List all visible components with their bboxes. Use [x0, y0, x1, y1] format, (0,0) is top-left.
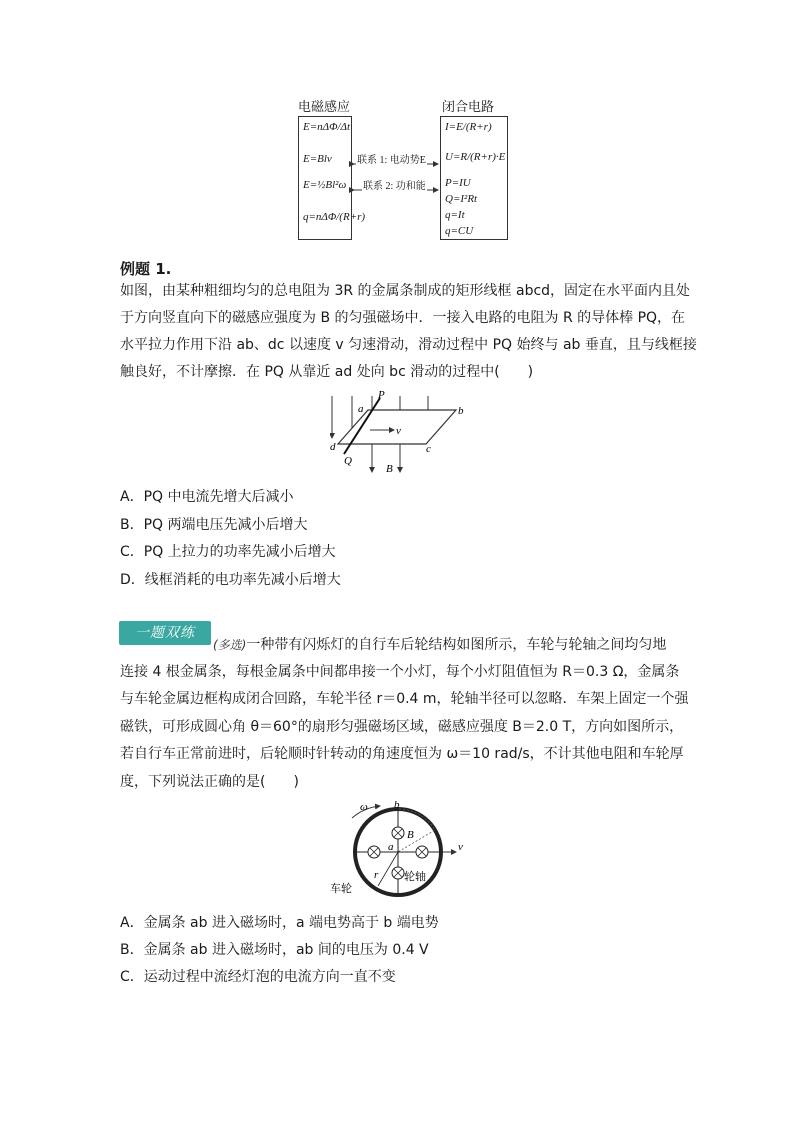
- label-p: P: [378, 389, 385, 401]
- label-wheel: 车轮: [330, 882, 352, 895]
- right-title: 闭合电路: [442, 99, 495, 114]
- label-axle: 轮轴: [404, 870, 426, 883]
- example-option-d: D．线框消耗的电功率先减小后增大: [120, 572, 341, 588]
- bicycle-wheel-figure: [330, 800, 470, 900]
- practice-badge-text: 一题双练: [135, 625, 195, 641]
- link-energy-label: 联系 2: 功和能: [362, 177, 427, 192]
- practice-option-a: A．金属条 ab 进入磁场时，a 端电势高于 b 端电势: [120, 915, 439, 931]
- formula-emf-flux: E=nΔΦ/Δt: [303, 121, 351, 133]
- formula-heat: Q=I²Rt: [445, 193, 478, 205]
- practice-badge: [119, 621, 211, 645]
- formula-emf-blv: E=Blv: [303, 153, 332, 165]
- example-line-2: 于方向竖直向下的磁感应强度为 B 的匀强磁场中．一接入电路的电阻为 R 的导体棒 PQ，在: [120, 310, 686, 326]
- label-q: Q: [344, 455, 352, 467]
- example-option-b: B．PQ 两端电压先减小后增大: [120, 517, 308, 533]
- label-a: a: [388, 841, 394, 853]
- practice-option-c: C．运动过程中流经灯泡的电流方向一直不变: [120, 969, 396, 985]
- label-v: v: [396, 425, 401, 437]
- practice-line-2: 连接 4 根金属条，每根金属条中间都串接一个小灯，每个小灯阻值恒为 R＝0.3 Ω，金属条: [120, 664, 680, 680]
- formula-charge-cu: q=CU: [445, 225, 474, 237]
- label-b: b: [394, 800, 400, 811]
- practice-line-5: 若自行车正常前进时，后轮顺时针转动的角速度恒为 ω＝10 rad/s，不计其他电阻和车轮厚: [120, 746, 684, 762]
- concept-map: [296, 96, 510, 242]
- label-b: b: [458, 405, 464, 417]
- label-d: d: [330, 441, 336, 453]
- example-line-3: 水平拉力作用下沿 ab、dc 以速度 v 匀速滑动，滑动过程中 PQ 始终与 ab 垂直，且与线框接: [120, 337, 697, 353]
- formula-power: P=IU: [445, 177, 471, 189]
- formula-charge-it: q=It: [445, 209, 465, 221]
- practice-line-3: 与车轮金属边框构成闭合回路，车轮半径 r＝0.4 m，轮轴半径可以忽略．车架上固定一个强: [120, 691, 689, 707]
- label-B: B: [407, 829, 414, 841]
- label-B: B: [386, 463, 393, 475]
- practice-line-6: 度，下列说法正确的是( ): [120, 774, 299, 790]
- multi-select-tag: (多选): [213, 638, 247, 652]
- example-line-1: 如图，由某种粗细均匀的总电阻为 3R 的金属条制成的矩形线框 abcd，固定在水平面内且处: [120, 283, 691, 299]
- formula-voltage: U=R/(R+r)·E: [445, 151, 506, 163]
- example-option-a: A．PQ 中电流先增大后减小: [120, 489, 294, 505]
- example-heading: 例题 1.: [120, 260, 172, 278]
- label-a: a: [358, 403, 364, 415]
- practice-line-4: 磁铁，可形成圆心角 θ＝60°的扇形匀强磁场区域，磁感应强度 B＝2.0 T，方向如图所示，: [120, 719, 684, 735]
- link-arrows: [296, 96, 510, 242]
- label-v: v: [458, 841, 463, 853]
- practice-line-1: [213, 634, 666, 654]
- label-c: c: [426, 443, 431, 455]
- formula-current: I=E/(R+r): [445, 121, 492, 133]
- example-option-c: C．PQ 上拉力的功率先减小后增大: [120, 544, 336, 560]
- rectangular-frame-figure: [330, 388, 470, 476]
- left-title: 电磁感应: [298, 99, 351, 114]
- label-r: r: [374, 869, 379, 881]
- practice-option-b: B．金属条 ab 进入磁场时，ab 间的电压为 0.4 V: [120, 942, 429, 958]
- example-line-4: 触良好，不计摩擦．在 PQ 从靠近 ad 处向 bc 滑动的过程中( ): [120, 364, 534, 380]
- label-omega: ω: [360, 801, 368, 813]
- formula-charge: q=nΔΦ/(R+r): [303, 211, 366, 223]
- link-emf-label: 联系 1: 电动势E: [356, 151, 427, 166]
- practice-line-1-text: 一种带有闪烁灯的自行车后轮结构如图所示，车轮与轮轴之间均匀地: [246, 637, 667, 653]
- formula-emf-rotation: E=½Bl²ω: [303, 179, 347, 191]
